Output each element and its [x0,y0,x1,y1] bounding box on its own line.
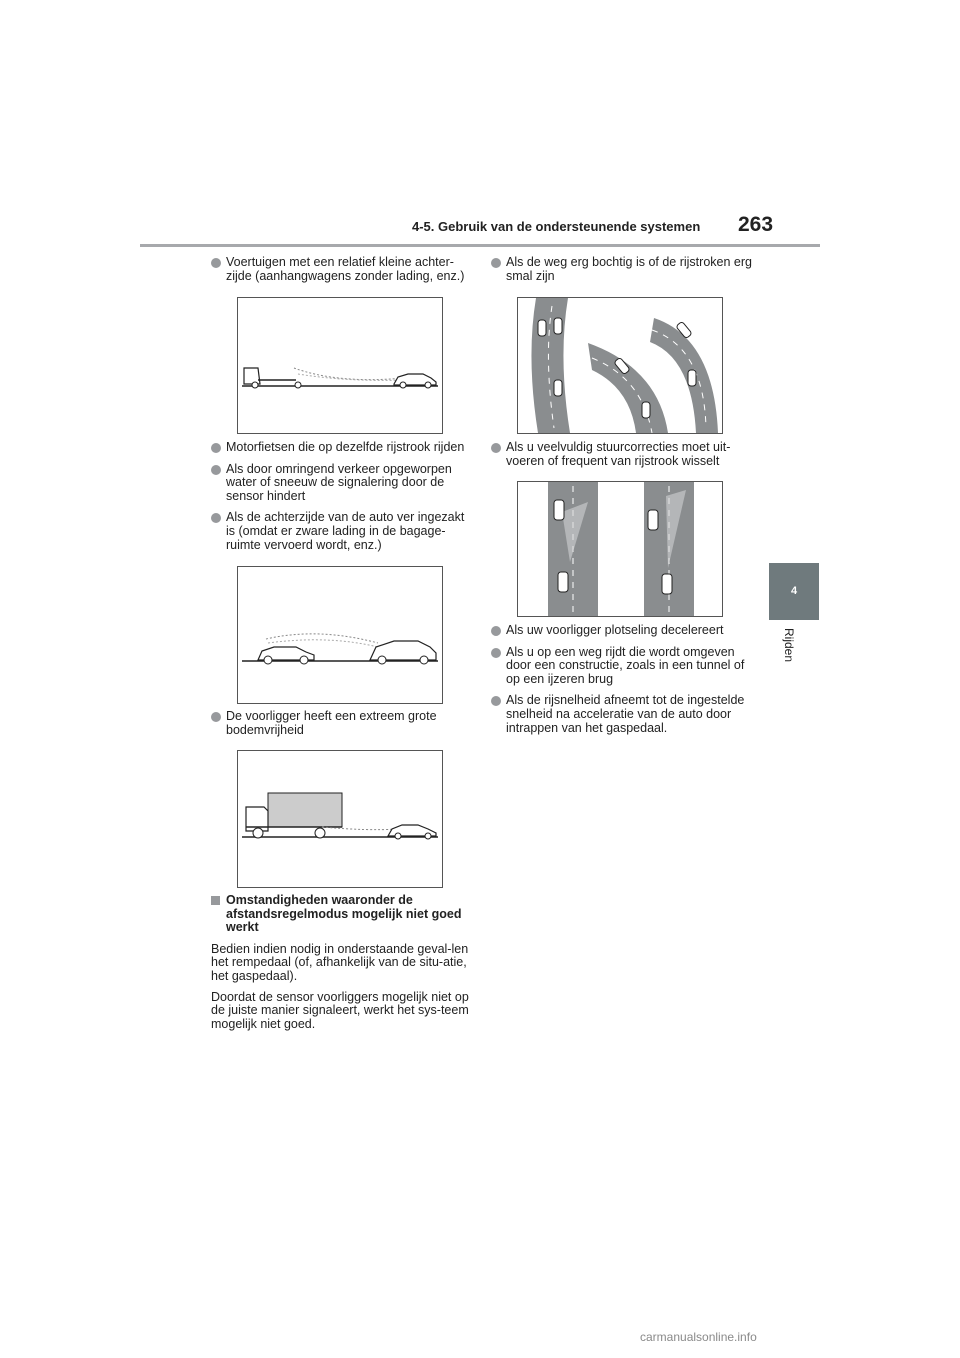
subheading [211,894,475,935]
right-bullet-group-2 [491,441,755,476]
bullet-icon [211,258,221,268]
paragraph: Bedien indien nodig in onderstaande geval-len het rempedaal (of, afhankelijk van de situ-atie, het gaspedaal). [211,941,469,983]
list-item [491,694,755,735]
bullet-text: De voorligger heeft een extreem grote bodemvrijheid [226,709,437,737]
bullet-icon [491,648,501,658]
list-item [491,624,755,638]
square-bullet-icon [211,896,220,905]
list-item [491,256,755,283]
page-number: 263 [738,213,774,236]
section-title: 4-5. Gebruik van de ondersteunende systemen [412,219,701,234]
bullet-icon [491,258,501,268]
bullet-text: Voertuigen met een relatief kleine achter-zijde (aanhangwagens zonder lading, enz.) [226,255,465,283]
list-item [211,511,473,552]
bullet-icon [491,626,501,636]
list-item [211,710,473,737]
list-item [211,256,473,283]
bullet-icon [211,513,221,523]
bullet-text: Als de rijsnelheid afneemt tot de ingestelde snelheid na acceleratie van de auto door intrappen van het gaspedaal. [506,693,745,735]
bullet-text: Als door omringend verkeer opgeworpen water of sneeuw de signalering door de sensor hindert [226,461,452,503]
list-item [491,441,755,468]
bullet-text: Als u op een weg rijdt die wordt omgeven door een constructie, zoals in een tunnel of op een ijzeren brug [506,644,745,686]
bullet-text: Als de achterzijde van de auto ver ingezakt is (omdat er zware lading in de bagage-ruimte vervoerd wordt, enz.) [226,510,465,552]
bullet-text: Motorfietsen die op dezelfde rijstrook rijden [226,440,465,454]
paragraph: Doordat de sensor voorliggers mogelijk niet op de juiste manier signaleert, werkt het sys-teem mogelijk niet goed. [211,989,469,1031]
watermark: carmanualsonline.info [640,1330,757,1344]
curved-road-illustration [517,297,723,434]
right-bullet-group-3 [491,624,755,743]
bullet-icon [211,712,221,722]
sagging-rear-illustration [237,566,443,704]
bullet-text: Als uw voorligger plotseling decelereert [506,623,724,637]
left-bullet-group-1 [211,256,473,291]
bullet-icon [491,696,501,706]
subheading-text: Omstandigheden waaronder de afstandsregelmodus mogelijk niet goed werkt [226,893,462,935]
chapter-label: Rijden [782,628,796,663]
bullet-icon [491,443,501,453]
header-rule [140,244,820,247]
list-item [491,646,755,687]
trailer-illustration [237,297,443,434]
list-item [211,463,473,504]
list-item [211,441,473,455]
lane-change-illustration [517,481,723,617]
bullet-icon [211,465,221,475]
high-clearance-truck-illustration [237,750,443,888]
bullet-text: Als de weg erg bochtig is of de rijstroken erg smal zijn [506,255,752,283]
chapter-tab: 4 [769,563,819,620]
left-bullet-group-2 [211,441,473,560]
left-bullet-group-3 [211,710,473,745]
bullet-text: Als u veelvuldig stuurcorrecties moet uit-voeren of frequent van rijstrook wisselt [506,440,731,468]
right-bullet-group-1 [491,256,755,291]
left-text-block [211,894,475,1038]
bullet-icon [211,443,221,453]
